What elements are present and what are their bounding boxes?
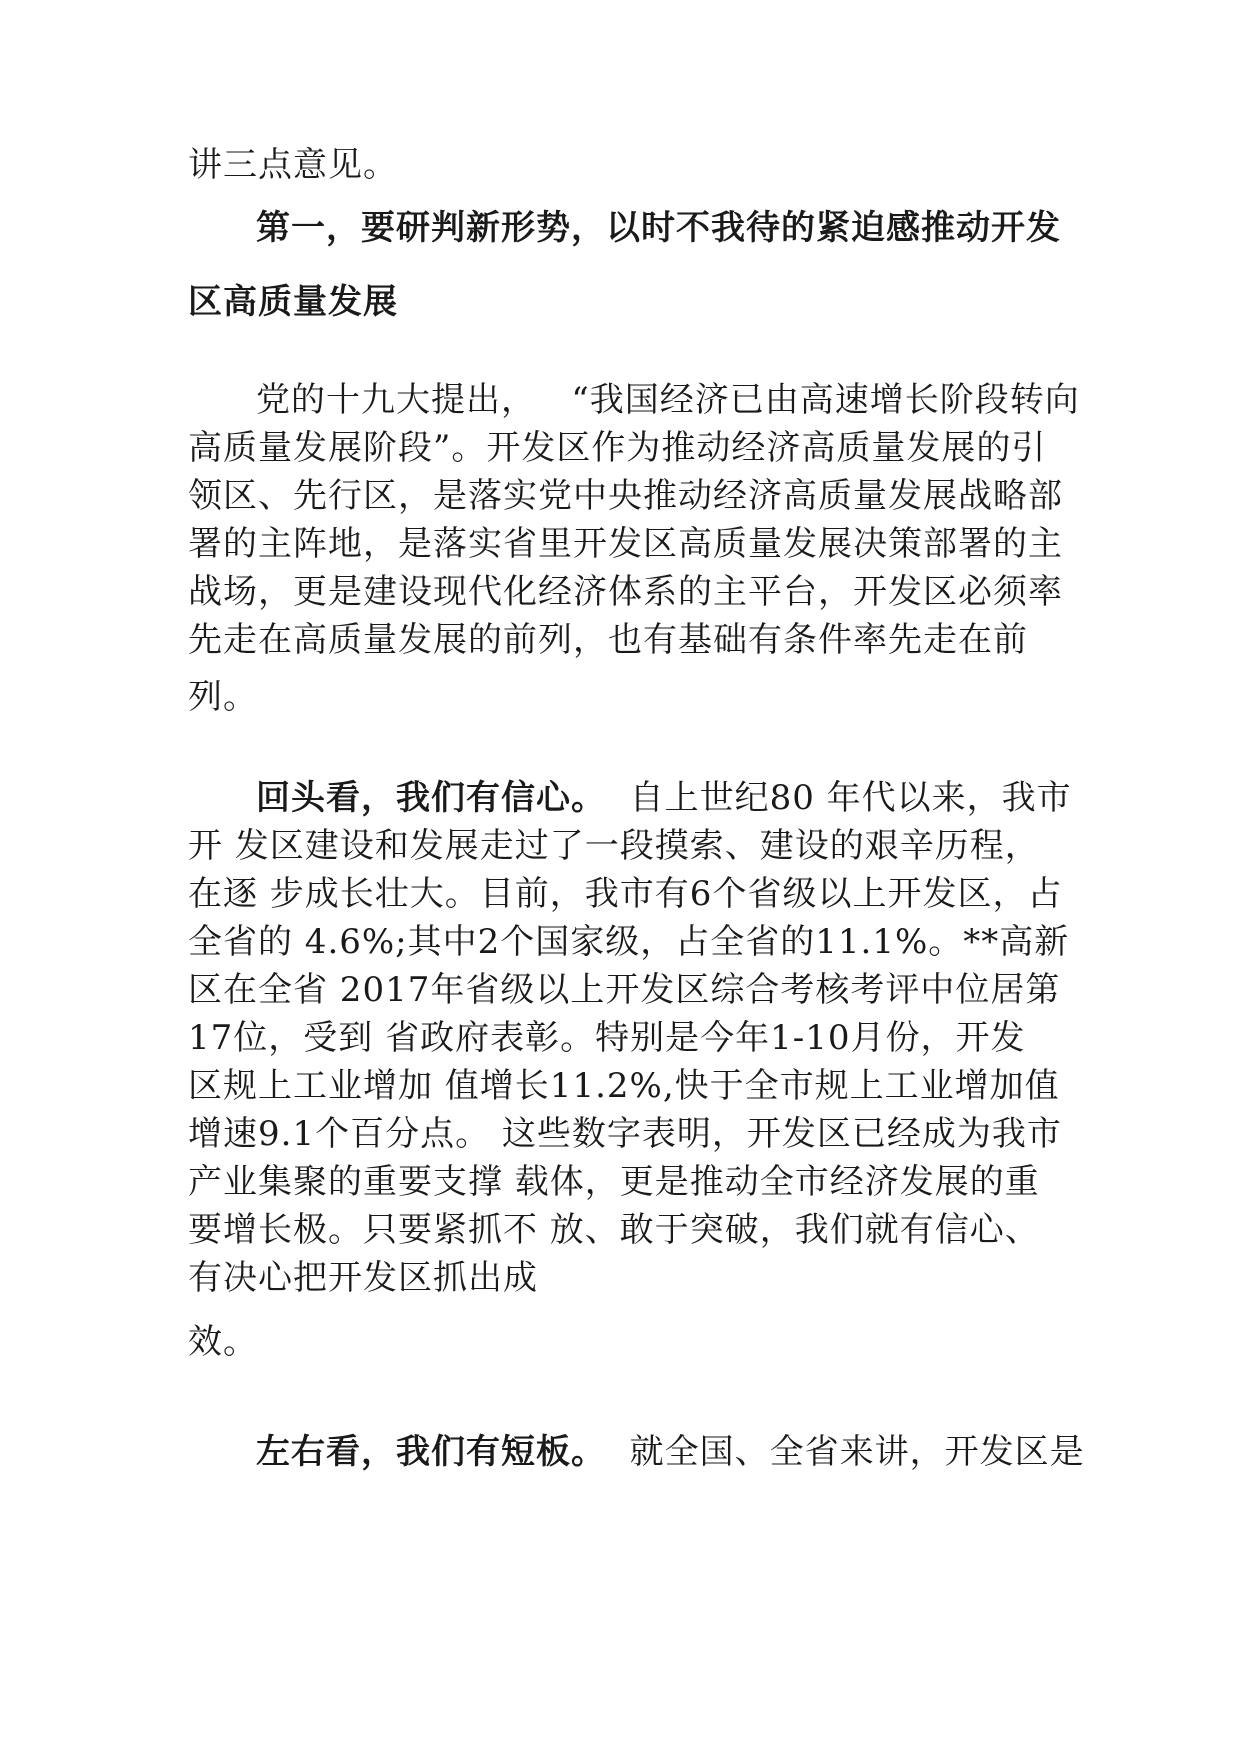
paragraph-1-line: 高质量发展阶段”。开发区作为推动经济高质量发展的引 — [188, 428, 1047, 468]
paragraph-1-line: 党的十九大提出， “我国经济已由高速增长阶段转向 — [256, 380, 1080, 420]
paragraph-3-lead: 左右看，我们有短板。 — [256, 1432, 606, 1472]
paragraph-2-first-rest: 自上世纪80 年代以来，我市 — [606, 778, 1072, 818]
paragraph-2-line: 有决心把开发区抓出成 — [188, 1258, 538, 1298]
section-heading-line-1: 第一，要研判新形势，以时不我待的紧迫感推动开发 — [256, 208, 1061, 248]
paragraph-2-line: 全省的 4.6%;其中2个国家级，占全省的11.1%。**高新 — [188, 922, 1070, 962]
paragraph-3-first-line — [256, 1432, 1085, 1472]
paragraph-2-first-line — [256, 778, 1072, 818]
paragraph-2-line: 效。 — [188, 1322, 258, 1362]
paragraph-1-line: 领区、先行区，是落实党中央推动经济高质量发展战略部 — [188, 476, 1063, 516]
intro-text: 讲三点意见。 — [188, 145, 398, 185]
paragraph-2-line: 开 发区建设和发展走过了一段摸索、建设的艰辛历程， — [188, 826, 1040, 866]
paragraph-2-line: 增速9.1个百分点。 这些数字表明，开发区已经成为我市 — [188, 1114, 1062, 1154]
paragraph-2-line: 17位，受到 省政府表彰。特别是今年1-10月份，开发 — [188, 1018, 1026, 1058]
paragraph-2-lead: 回头看，我们有信心。 — [256, 778, 606, 818]
paragraph-1-line: 战场，更是建设现代化经济体系的主平台，开发区必须率 — [188, 572, 1063, 612]
paragraph-2-line: 产业集聚的重要支撑 载体，更是推动全市经济发展的重 — [188, 1162, 1040, 1202]
paragraph-3-first-rest: 就全国、全省来讲，开发区是 — [606, 1432, 1085, 1472]
paragraph-1-line: 列。 — [188, 677, 258, 717]
section-heading-line-2: 区高质量发展 — [188, 282, 398, 322]
paragraph-1-line: 署的主阵地，是落实省里开发区高质量发展决策部署的主 — [188, 524, 1063, 564]
paragraph-2-line: 区规上工业增加 值增长11.2%,快于全市规上工业增加值 — [188, 1066, 1060, 1106]
paragraph-2-line: 区在全省 2017年省级以上开发区综合考核考评中位居第 — [188, 970, 1061, 1010]
paragraph-1-line: 先走在高质量发展的前列，也有基础有条件率先走在前 — [188, 620, 1028, 660]
paragraph-2-line: 在逐 步成长壮大。目前，我市有6个省级以上开发区，占 — [188, 874, 1063, 914]
paragraph-2-line: 要增长极。只要紧抓不 放、敢于突破，我们就有信心、 — [188, 1210, 1040, 1250]
